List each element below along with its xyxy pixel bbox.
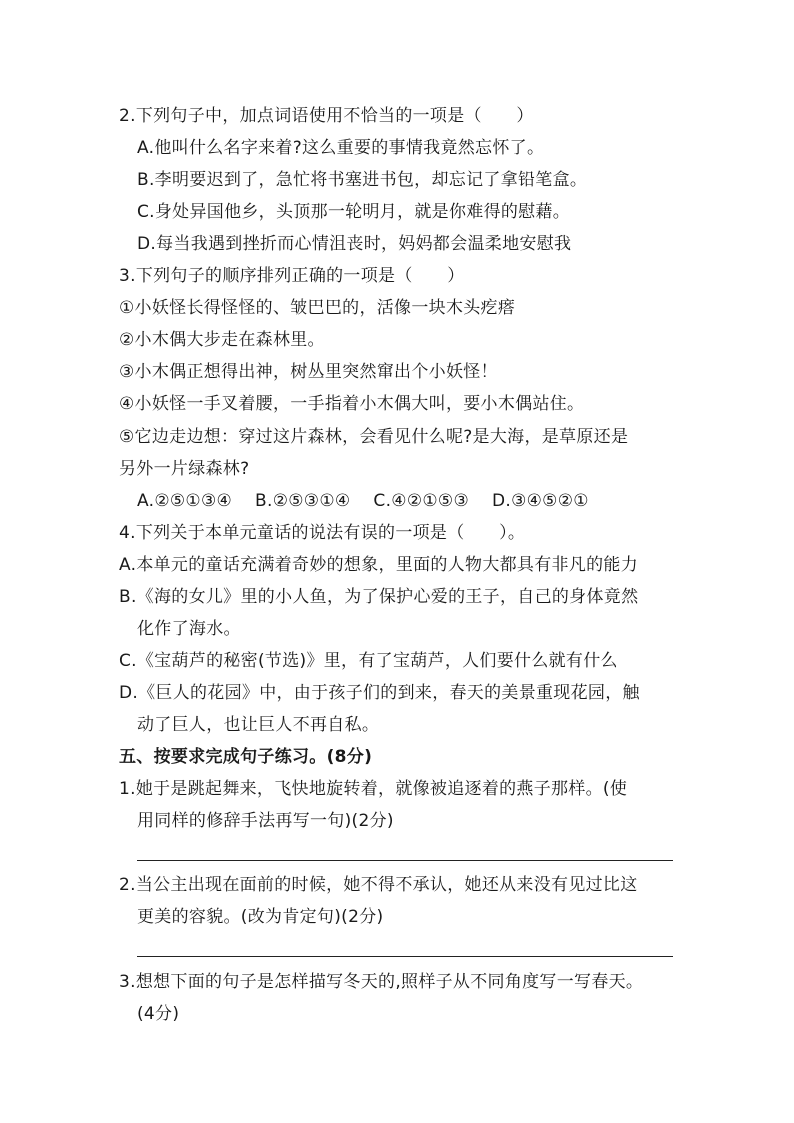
q2-stem: 2.下列句子中，加点词语使用不恰当的一项是（ ） xyxy=(119,106,534,126)
q4-option-b-cont: 化作了海水。 xyxy=(137,619,241,639)
s5-q1-cont: 用同样的修辞手法再写一句)(2分) xyxy=(137,811,394,831)
s5-q3-cont: (4分) xyxy=(137,1004,180,1024)
q3-sentence-2: ②小木偶大步走在森林里。 xyxy=(119,330,325,350)
q4-option-a: A.本单元的童话充满着奇妙的想象，里面的人物大都具有非凡的能力 xyxy=(119,555,639,575)
s5-q1: 1.她于是跳起舞来，飞快地旋转着，就像被追逐着的燕子那样。(使 xyxy=(119,779,628,799)
q2-option-b: B.李明要迟到了，急忙将书塞进书包，却忘记了拿铅笔盒。 xyxy=(137,170,588,190)
q4-option-b: B.《海的女儿》里的小人鱼，为了保护心爱的王子，自己的身体竟然 xyxy=(119,587,639,607)
q3-sentence-4: ④小妖怪一手叉着腰，一手指着小木偶大叫，要小木偶站住。 xyxy=(119,394,585,414)
q3-sentence-5-cont: 另外一片绿森林? xyxy=(119,459,250,479)
q3-sentence-5: ⑤它边走边想：穿过这片森林，会看见什么呢?是大海，是草原还是 xyxy=(119,427,629,447)
q2-option-a: A.他叫什么名字来着?这么重要的事情我竟然忘怀了。 xyxy=(137,138,545,158)
answer-line-2[interactable] xyxy=(137,956,673,957)
answer-line-1[interactable] xyxy=(137,860,673,861)
q4-stem: 4.下列关于本单元童话的说法有误的一项是（ ）。 xyxy=(119,523,526,543)
q2-option-c: C.身处异国他乡，头顶那一轮明月，就是你难得的慰藉。 xyxy=(137,202,571,222)
s5-q3: 3.想想下面的句子是怎样描写冬天的,照样子从不同角度写一写春天。 xyxy=(119,972,644,992)
q4-option-c: C.《宝葫芦的秘密(节选)》里，有了宝葫芦，人们要什么就有什么 xyxy=(119,651,618,671)
s5-q2-cont: 更美的容貌。(改为肯定句)(2分) xyxy=(137,907,384,927)
q3-options: A.②⑤①③④ B.②⑤③①④ C.④②①⑤③ D.③④⑤②① xyxy=(137,491,589,511)
section-heading: 五、按要求完成句子练习。(8分) xyxy=(119,747,373,767)
q3-sentence-1: ①小妖怪长得怪怪的、皱巴巴的，活像一块木头疙瘩 xyxy=(119,298,516,318)
q2-option-d: D.每当我遇到挫折而心情沮丧时，妈妈都会温柔地安慰我 xyxy=(137,234,572,254)
q4-option-d-cont: 动了巨人，也让巨人不再自私。 xyxy=(137,715,380,735)
q3-sentence-3: ③小木偶正想得出神，树丛里突然窜出个小妖怪！ xyxy=(119,362,498,382)
q3-stem: 3.下列句子的顺序排列正确的一项是（ ） xyxy=(119,266,465,286)
s5-q2: 2.当公主出现在面前的时候，她不得不承认，她还从来没有见过比这 xyxy=(119,875,638,895)
q4-option-d: D.《巨人的花园》中，由于孩子们的到来，春天的美景重现花园，触 xyxy=(119,683,640,703)
